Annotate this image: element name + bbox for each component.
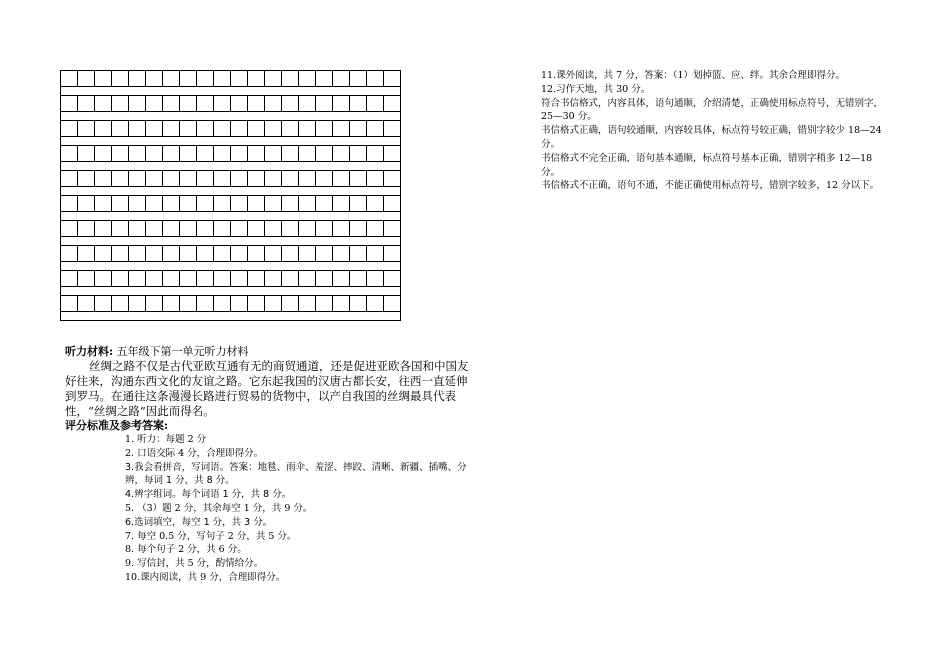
grid-cell — [282, 271, 299, 287]
grid-cell — [214, 296, 231, 312]
grid-cell — [299, 296, 316, 312]
grid-cell — [146, 271, 163, 287]
grid-cell — [197, 246, 214, 262]
grid-cell — [384, 121, 401, 137]
grid-cell — [112, 121, 129, 137]
grid-cell — [163, 296, 180, 312]
grid-cell — [214, 146, 231, 162]
grid-cell — [112, 246, 129, 262]
grid-cell — [78, 71, 95, 87]
grid-cell — [129, 246, 146, 262]
grid-cell — [367, 71, 384, 87]
grid-cell — [180, 221, 197, 237]
grid-cell — [197, 146, 214, 162]
grid-cell — [214, 196, 231, 212]
grid-cell — [333, 221, 350, 237]
grid-spacer — [61, 237, 401, 246]
grid-cell — [129, 146, 146, 162]
grid-cell — [180, 271, 197, 287]
grid-cell — [299, 71, 316, 87]
grid-cell — [214, 221, 231, 237]
grid-cell — [333, 146, 350, 162]
grid-cell — [197, 121, 214, 137]
grid-row — [61, 196, 401, 212]
grid-cell — [78, 146, 95, 162]
grid-spacer — [61, 137, 401, 146]
grid-cell — [95, 71, 112, 87]
grid-cell — [282, 171, 299, 187]
grid-cell — [214, 171, 231, 187]
grid-spacer-row — [61, 312, 401, 321]
right-text-block — [541, 69, 891, 193]
right-item: 书信格式正确，语句较通顺，内容较具体，标点符号较正确，错别字较少 18—24 分。 — [541, 125, 882, 150]
grid-cell — [333, 271, 350, 287]
scoring-item: 1. 听力：每题 2 分 — [125, 434, 207, 445]
grid-spacer-row — [61, 212, 401, 221]
grid-cell — [95, 121, 112, 137]
grid-cell — [180, 246, 197, 262]
grid-cell — [265, 271, 282, 287]
grid-cell — [78, 246, 95, 262]
grid-row — [61, 296, 401, 312]
grid-row — [61, 71, 401, 87]
grid-cell — [316, 171, 333, 187]
grid-cell — [197, 196, 214, 212]
grid-cell — [333, 121, 350, 137]
grid-cell — [112, 96, 129, 112]
listening-title: 五年级下第一单元听力材料 — [116, 345, 249, 358]
grid-cell — [231, 246, 248, 262]
grid-cell — [197, 96, 214, 112]
grid-cell — [316, 146, 333, 162]
grid-cell — [350, 146, 367, 162]
grid-cell — [299, 221, 316, 237]
grid-cell — [129, 71, 146, 87]
grid-cell — [350, 246, 367, 262]
grid-cell — [299, 196, 316, 212]
grid-cell — [61, 146, 78, 162]
grid-cell — [146, 121, 163, 137]
grid-cell — [78, 296, 95, 312]
composition-grid — [60, 70, 401, 321]
grid-cell — [265, 296, 282, 312]
grid-cell — [231, 196, 248, 212]
grid-cell — [129, 221, 146, 237]
grid-spacer-row — [61, 137, 401, 146]
scoring-item: 2. 口语交际 4 分，合理即得分。 — [125, 447, 264, 459]
grid-cell — [248, 196, 265, 212]
grid-spacer-row — [61, 112, 401, 121]
grid-cell — [78, 121, 95, 137]
grid-cell — [146, 246, 163, 262]
grid-cell — [163, 271, 180, 287]
grid-cell — [384, 221, 401, 237]
grid-cell — [316, 296, 333, 312]
grid-cell — [95, 196, 112, 212]
grid-cell — [146, 171, 163, 187]
grid-spacer-row — [61, 262, 401, 271]
grid-cell — [282, 246, 299, 262]
grid-cell — [214, 271, 231, 287]
grid-spacer-row — [61, 187, 401, 196]
grid-cell — [231, 296, 248, 312]
grid-cell — [129, 96, 146, 112]
grid-cell — [231, 71, 248, 87]
grid-cell — [265, 121, 282, 137]
grid-cell — [316, 71, 333, 87]
right-item: 12.习作天地，共 30 分。 — [541, 83, 651, 95]
grid-cell — [367, 121, 384, 137]
grid-cell — [367, 96, 384, 112]
grid-cell — [61, 246, 78, 262]
grid-cell — [282, 296, 299, 312]
grid-cell — [197, 271, 214, 287]
grid-cell — [197, 296, 214, 312]
grid-cell — [214, 71, 231, 87]
grid-cell — [163, 71, 180, 87]
grid-cell — [61, 71, 78, 87]
grid-cell — [112, 196, 129, 212]
grid-cell — [231, 121, 248, 137]
grid-cell — [384, 146, 401, 162]
grid-cell — [248, 121, 265, 137]
grid-cell — [299, 146, 316, 162]
grid-cell — [61, 171, 78, 187]
grid-cell — [78, 221, 95, 237]
scoring-item: 3.我会看拼音，写词语。答案：地毯、雨伞、羞涩、摔跤、清晰、新疆、插嘴、分辨，每词 1 分，共 8 分。 — [125, 461, 467, 487]
grid-row — [61, 96, 401, 112]
grid-cell — [333, 296, 350, 312]
grid-cell — [265, 71, 282, 87]
grid-cell — [384, 96, 401, 112]
grid-cell — [180, 71, 197, 87]
grid-cell — [112, 171, 129, 187]
scoring-item: 5. （3）题 2 分，其余每空 1 分，共 9 分。 — [125, 502, 313, 514]
scoring-list — [125, 433, 475, 585]
grid-cell — [316, 96, 333, 112]
grid-cell — [333, 246, 350, 262]
grid-cell — [248, 221, 265, 237]
grid-cell — [146, 196, 163, 212]
grid-cell — [299, 121, 316, 137]
grid-spacer — [61, 212, 401, 221]
right-item: 11.课外阅读，共 7 分，答案：（1）划掉篮、应、绊。其余合理即得分。 — [541, 70, 845, 81]
grid-cell — [265, 221, 282, 237]
listening-label: 听力材料: — [65, 345, 114, 358]
grid-spacer-row — [61, 162, 401, 171]
grid-row — [61, 121, 401, 137]
grid-cell — [197, 171, 214, 187]
grid-cell — [61, 296, 78, 312]
grid-cell — [61, 196, 78, 212]
grid-cell — [163, 246, 180, 262]
grid-cell — [146, 221, 163, 237]
grid-cell — [129, 196, 146, 212]
grid-cell — [316, 196, 333, 212]
grid-cell — [78, 171, 95, 187]
grid-cell — [129, 271, 146, 287]
grid-cell — [350, 71, 367, 87]
grid-cell — [112, 296, 129, 312]
grid-cell — [231, 146, 248, 162]
grid-cell — [282, 71, 299, 87]
listening-header — [65, 345, 475, 359]
grid-cell — [248, 296, 265, 312]
grid-cell — [316, 271, 333, 287]
grid-row — [61, 146, 401, 162]
grid-cell — [282, 221, 299, 237]
grid-cell — [316, 246, 333, 262]
grid-cell — [231, 171, 248, 187]
grid-spacer — [61, 187, 401, 196]
grid-cell — [214, 246, 231, 262]
grid-row — [61, 221, 401, 237]
grid-cell — [163, 171, 180, 187]
grid-cell — [112, 71, 129, 87]
grid-spacer-row — [61, 87, 401, 96]
scoring-item: 8. 每个句子 2 分，共 6 分。 — [125, 544, 247, 556]
grid-cell — [367, 221, 384, 237]
grid-cell — [146, 96, 163, 112]
scoring-item: 10.课内阅读，共 9 分，合理即得分。 — [125, 571, 286, 583]
grid-row — [61, 246, 401, 262]
grid-cell — [265, 146, 282, 162]
right-item: 书信格式不完全正确，语句基本通顺，标点符号基本正确，错别字稍多 12—18 分。 — [541, 152, 873, 178]
grid-cell — [95, 296, 112, 312]
grid-cell — [61, 96, 78, 112]
grid-cell — [367, 296, 384, 312]
grid-cell — [282, 121, 299, 137]
grid-cell — [78, 196, 95, 212]
grid-cell — [163, 96, 180, 112]
grid-cell — [333, 196, 350, 212]
grid-cell — [248, 71, 265, 87]
grid-cell — [248, 171, 265, 187]
grid-cell — [95, 221, 112, 237]
grid-cell — [333, 171, 350, 187]
grid-cell — [384, 246, 401, 262]
grid-cell — [265, 171, 282, 187]
grid-cell — [146, 296, 163, 312]
grid-cell — [350, 171, 367, 187]
grid-cell — [367, 146, 384, 162]
grid-spacer-row — [61, 237, 401, 246]
grid-cell — [265, 96, 282, 112]
grid-cell — [129, 296, 146, 312]
grid-cell — [163, 146, 180, 162]
grid-row — [61, 271, 401, 287]
grid-cell — [384, 271, 401, 287]
grid-cell — [197, 71, 214, 87]
grid-cell — [248, 271, 265, 287]
grid-cell — [95, 246, 112, 262]
grid-cell — [180, 146, 197, 162]
grid-cell — [299, 171, 316, 187]
grid-spacer — [61, 162, 401, 171]
grid-cell — [231, 221, 248, 237]
grid-cell — [384, 71, 401, 87]
grid-cell — [248, 96, 265, 112]
grid-cell — [282, 146, 299, 162]
grid-cell — [231, 96, 248, 112]
grid-cell — [367, 271, 384, 287]
grid-cell — [316, 121, 333, 137]
grid-spacer — [61, 87, 401, 96]
grid-cell — [95, 96, 112, 112]
grid-cell — [350, 221, 367, 237]
grid-cell — [95, 146, 112, 162]
grid-cell — [333, 71, 350, 87]
scoring-heading: 评分标准及参考答案: — [65, 419, 169, 432]
grid-cell — [384, 296, 401, 312]
grid-cell — [197, 221, 214, 237]
grid-cell — [282, 96, 299, 112]
grid-cell — [95, 271, 112, 287]
scoring-item: 4.辨字组词。每个词语 1 分，共 8 分。 — [125, 489, 292, 501]
grid-cell — [367, 196, 384, 212]
grid-cell — [112, 221, 129, 237]
grid-cell — [214, 121, 231, 137]
grid-cell — [350, 96, 367, 112]
grid-cell — [180, 196, 197, 212]
grid-cell — [350, 196, 367, 212]
grid-spacer — [61, 262, 401, 271]
grid-cell — [367, 171, 384, 187]
grid-cell — [146, 71, 163, 87]
grid-cell — [299, 96, 316, 112]
scoring-item: 9. 写信封，共 5 分，酌情给分。 — [125, 558, 264, 570]
grid-cell — [282, 196, 299, 212]
grid-spacer — [61, 112, 401, 121]
grid-cell — [333, 96, 350, 112]
grid-cell — [231, 271, 248, 287]
grid-cell — [112, 146, 129, 162]
grid-cell — [78, 271, 95, 287]
grid-cell — [95, 171, 112, 187]
scoring-item: 6.选词填空，每空 1 分，共 3 分。 — [125, 516, 273, 528]
grid-cell — [163, 196, 180, 212]
grid-spacer — [61, 312, 401, 321]
grid-cell — [214, 96, 231, 112]
grid-cell — [350, 271, 367, 287]
grid-cell — [299, 246, 316, 262]
grid-cell — [61, 221, 78, 237]
grid-cell — [129, 171, 146, 187]
grid-cell — [163, 221, 180, 237]
grid-cell — [61, 271, 78, 287]
grid-row — [61, 171, 401, 187]
grid-cell — [248, 146, 265, 162]
grid-cell — [61, 121, 78, 137]
left-text-block — [65, 345, 475, 585]
grid-cell — [350, 296, 367, 312]
grid-cell — [265, 196, 282, 212]
right-item: 书信格式不正确，语句不通，不能正确使用标点符号，错别字较多，12 分以下。 — [541, 180, 880, 192]
grid-cell — [180, 171, 197, 187]
grid-cell — [384, 196, 401, 212]
grid-cell — [316, 221, 333, 237]
right-item: 符合书信格式，内容具体，语句通顺，介绍清楚，正确使用标点符号，无错别字，25—30 分。 — [541, 97, 884, 123]
grid-cell — [248, 246, 265, 262]
grid-cell — [367, 246, 384, 262]
grid-cell — [112, 271, 129, 287]
grid-spacer — [61, 287, 401, 296]
grid-cell — [299, 271, 316, 287]
grid-cell — [180, 296, 197, 312]
grid-cell — [163, 121, 180, 137]
listening-text: 丝绸之路不仅是古代亚欧互通有无的商贸通道，还是促进亚欧各国和中国友好往来，沟通东西文化的友谊之路。它东起我国的汉唐古都长安，往西一直延伸到罗马。在通往这条漫漫长路进行贸易的货物中，以产自我国的丝绸最具代表性，“丝绸之路”因此而得名。 — [65, 359, 469, 418]
grid-cell — [180, 121, 197, 137]
grid-cell — [146, 146, 163, 162]
grid-cell — [129, 121, 146, 137]
grid-spacer-row — [61, 287, 401, 296]
grid-cell — [384, 171, 401, 187]
grid-cell — [180, 96, 197, 112]
grid-cell — [78, 96, 95, 112]
scoring-item: 7. 每空 0.5 分，写句子 2 分，共 5 分。 — [125, 530, 297, 542]
grid-cell — [265, 246, 282, 262]
grid-cell — [350, 121, 367, 137]
